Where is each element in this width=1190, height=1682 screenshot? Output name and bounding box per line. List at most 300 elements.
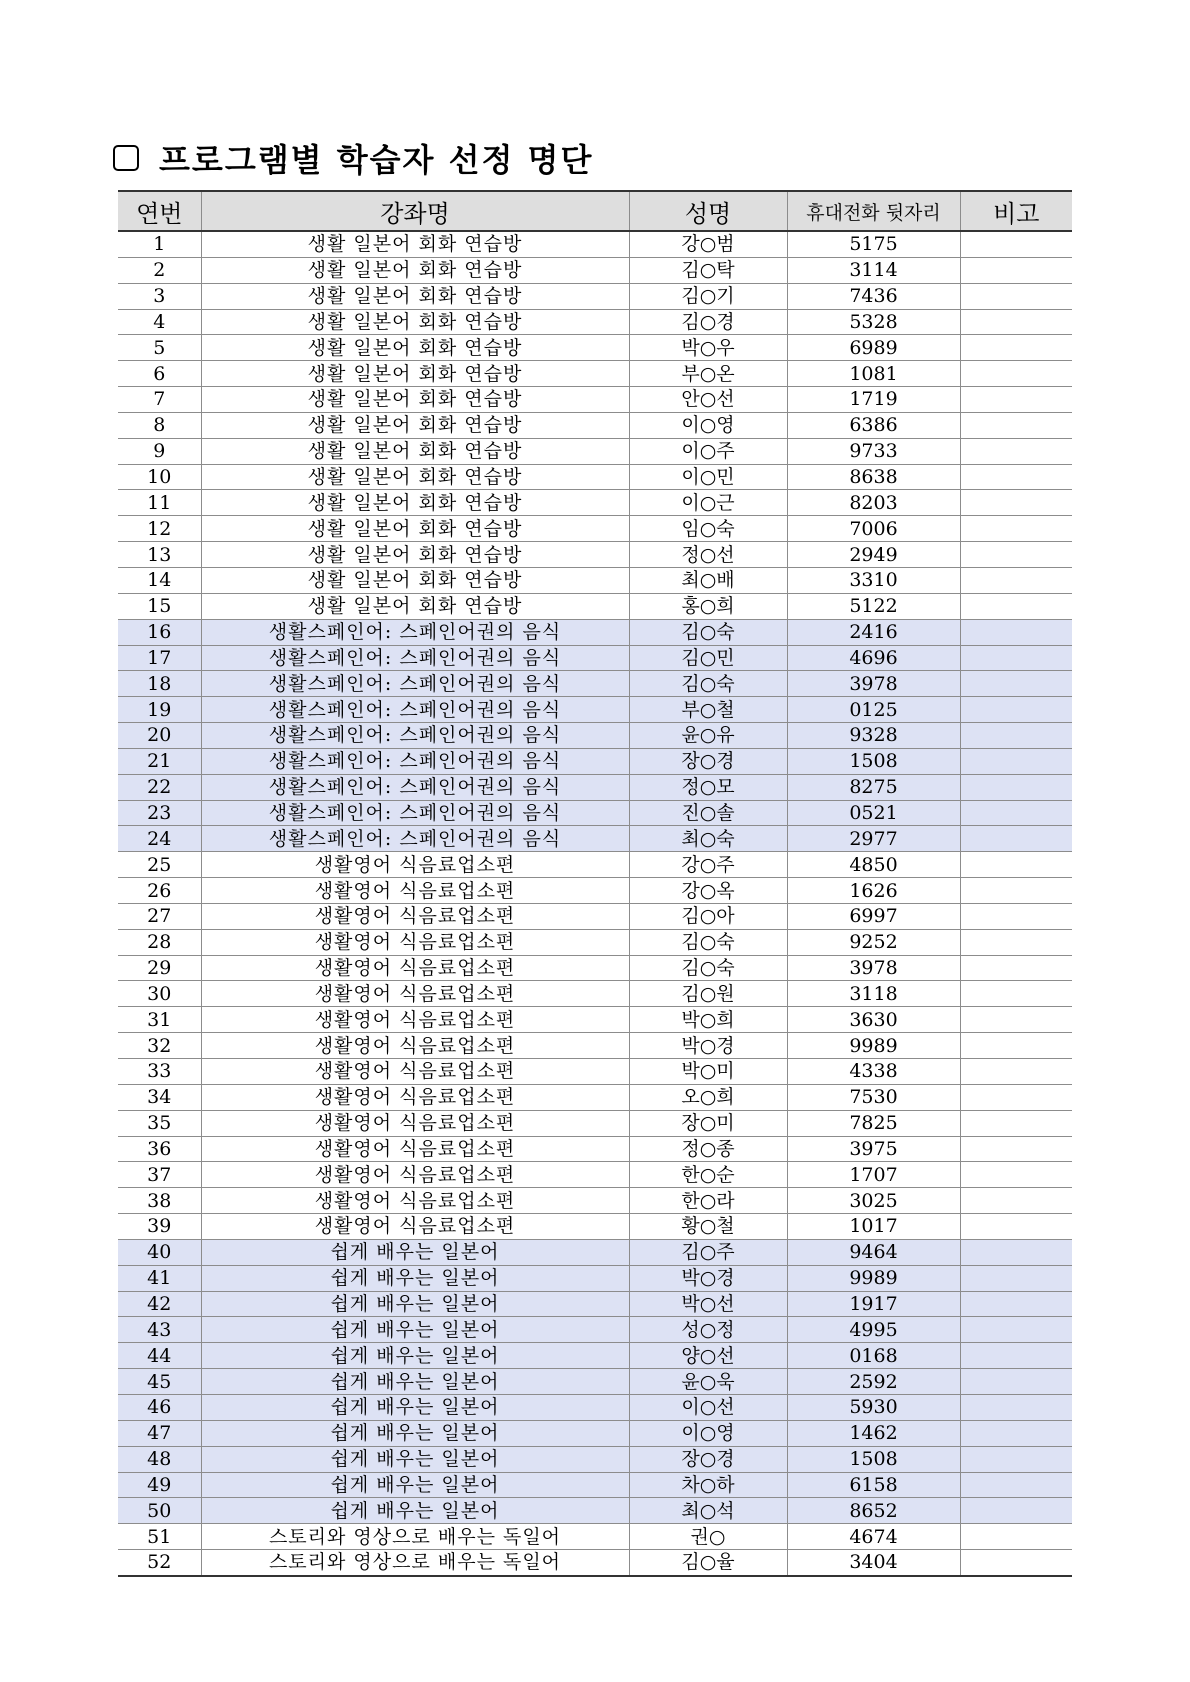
cell-phone: 9464 — [787, 1239, 960, 1265]
table-row — [118, 464, 1072, 490]
cell-lecture: 생활 일본어 회화 연습방 — [201, 309, 629, 335]
cell-phone: 5328 — [787, 309, 960, 335]
cell-name: 강○옥 — [629, 878, 787, 904]
cell-name: 박○희 — [629, 1007, 787, 1033]
table-row — [118, 1136, 1072, 1162]
cell-note — [960, 1162, 1072, 1188]
cell-phone: 3404 — [787, 1550, 960, 1576]
cell-note — [960, 438, 1072, 464]
cell-lecture: 생활영어 식음료업소편 — [201, 878, 629, 904]
cell-lecture: 생활영어 식음료업소편 — [201, 1059, 629, 1085]
cell-lecture: 생활 일본어 회화 연습방 — [201, 593, 629, 619]
cell-lecture: 생활영어 식음료업소편 — [201, 852, 629, 878]
table-row — [118, 1343, 1072, 1369]
table-row — [118, 1059, 1072, 1085]
cell-no: 4 — [118, 309, 201, 335]
cell-note — [960, 903, 1072, 929]
table-row — [118, 1110, 1072, 1136]
table-body — [118, 231, 1072, 1576]
cell-no: 1 — [118, 231, 201, 257]
cell-no: 26 — [118, 878, 201, 904]
cell-name: 강○주 — [629, 852, 787, 878]
cell-lecture: 스토리와 영상으로 배우는 독일어 — [201, 1524, 629, 1550]
cell-lecture: 생활영어 식음료업소편 — [201, 1110, 629, 1136]
cell-no: 16 — [118, 619, 201, 645]
table-row — [118, 1394, 1072, 1420]
cell-note — [960, 567, 1072, 593]
cell-phone: 3310 — [787, 567, 960, 593]
cell-name: 오○희 — [629, 1084, 787, 1110]
table-row — [118, 593, 1072, 619]
cell-name: 최○숙 — [629, 826, 787, 852]
table-row — [118, 645, 1072, 671]
cell-no: 48 — [118, 1446, 201, 1472]
cell-lecture: 생활스페인어: 스페인어권의 음식 — [201, 645, 629, 671]
cell-phone: 3978 — [787, 955, 960, 981]
header-phone: 휴대전화 뒷자리 — [787, 191, 960, 231]
cell-phone: 9328 — [787, 723, 960, 749]
cell-lecture: 쉽게 배우는 일본어 — [201, 1394, 629, 1420]
cell-no: 6 — [118, 361, 201, 387]
cell-phone: 6158 — [787, 1472, 960, 1498]
cell-no: 41 — [118, 1265, 201, 1291]
cell-name: 부○온 — [629, 361, 787, 387]
cell-note — [960, 1239, 1072, 1265]
cell-no: 13 — [118, 542, 201, 568]
cell-note — [960, 774, 1072, 800]
table-row — [118, 1188, 1072, 1214]
header-note: 비고 — [960, 191, 1072, 231]
cell-lecture: 생활스페인어: 스페인어권의 음식 — [201, 774, 629, 800]
cell-name: 최○석 — [629, 1498, 787, 1524]
cell-lecture: 쉽게 배우는 일본어 — [201, 1291, 629, 1317]
cell-note — [960, 1214, 1072, 1240]
cell-lecture: 쉽게 배우는 일본어 — [201, 1420, 629, 1446]
cell-note — [960, 852, 1072, 878]
cell-note — [960, 490, 1072, 516]
cell-lecture: 쉽게 배우는 일본어 — [201, 1317, 629, 1343]
cell-no: 46 — [118, 1394, 201, 1420]
cell-phone: 5175 — [787, 231, 960, 257]
table-row — [118, 981, 1072, 1007]
table-row — [118, 257, 1072, 283]
cell-phone: 8203 — [787, 490, 960, 516]
cell-note — [960, 1394, 1072, 1420]
cell-name: 윤○욱 — [629, 1369, 787, 1395]
cell-note — [960, 464, 1072, 490]
cell-no: 7 — [118, 387, 201, 413]
cell-lecture: 생활 일본어 회화 연습방 — [201, 412, 629, 438]
cell-name: 장○경 — [629, 748, 787, 774]
cell-lecture: 생활 일본어 회화 연습방 — [201, 464, 629, 490]
cell-note — [960, 955, 1072, 981]
cell-name: 임○숙 — [629, 516, 787, 542]
cell-lecture: 생활 일본어 회화 연습방 — [201, 490, 629, 516]
cell-name: 권○ — [629, 1524, 787, 1550]
cell-phone: 2416 — [787, 619, 960, 645]
cell-no: 37 — [118, 1162, 201, 1188]
cell-phone: 1917 — [787, 1291, 960, 1317]
table-row — [118, 1291, 1072, 1317]
cell-name: 박○경 — [629, 1265, 787, 1291]
cell-no: 42 — [118, 1291, 201, 1317]
cell-phone: 1508 — [787, 748, 960, 774]
cell-no: 45 — [118, 1369, 201, 1395]
cell-lecture: 생활스페인어: 스페인어권의 음식 — [201, 723, 629, 749]
cell-phone: 1081 — [787, 361, 960, 387]
cell-name: 홍○희 — [629, 593, 787, 619]
cell-phone: 3630 — [787, 1007, 960, 1033]
cell-no: 24 — [118, 826, 201, 852]
cell-no: 21 — [118, 748, 201, 774]
cell-lecture: 생활스페인어: 스페인어권의 음식 — [201, 671, 629, 697]
table-row — [118, 1446, 1072, 1472]
header-lecture: 강좌명 — [201, 191, 629, 231]
cell-no: 51 — [118, 1524, 201, 1550]
table-row — [118, 335, 1072, 361]
cell-lecture: 생활 일본어 회화 연습방 — [201, 567, 629, 593]
cell-name: 이○영 — [629, 1420, 787, 1446]
cell-no: 36 — [118, 1136, 201, 1162]
cell-no: 15 — [118, 593, 201, 619]
cell-note — [960, 516, 1072, 542]
cell-phone: 1626 — [787, 878, 960, 904]
table-row — [118, 361, 1072, 387]
cell-note — [960, 1136, 1072, 1162]
cell-lecture: 생활 일본어 회화 연습방 — [201, 542, 629, 568]
cell-phone: 1707 — [787, 1162, 960, 1188]
cell-phone: 8652 — [787, 1498, 960, 1524]
table-row — [118, 412, 1072, 438]
cell-name: 김○원 — [629, 981, 787, 1007]
cell-note — [960, 542, 1072, 568]
cell-phone: 7436 — [787, 283, 960, 309]
cell-no: 8 — [118, 412, 201, 438]
cell-note — [960, 1033, 1072, 1059]
table-row — [118, 309, 1072, 335]
cell-no: 43 — [118, 1317, 201, 1343]
cell-note — [960, 335, 1072, 361]
table-row — [118, 903, 1072, 929]
cell-note — [960, 1291, 1072, 1317]
cell-lecture: 생활 일본어 회화 연습방 — [201, 438, 629, 464]
cell-note — [960, 619, 1072, 645]
cell-no: 52 — [118, 1550, 201, 1576]
cell-name: 한○라 — [629, 1188, 787, 1214]
cell-note — [960, 1188, 1072, 1214]
table-row — [118, 1162, 1072, 1188]
cell-name: 김○주 — [629, 1239, 787, 1265]
table-row — [118, 800, 1072, 826]
cell-no: 20 — [118, 723, 201, 749]
cell-lecture: 생활영어 식음료업소편 — [201, 929, 629, 955]
cell-note — [960, 826, 1072, 852]
cell-phone: 3975 — [787, 1136, 960, 1162]
cell-lecture: 쉽게 배우는 일본어 — [201, 1369, 629, 1395]
cell-name: 양○선 — [629, 1343, 787, 1369]
table-row — [118, 516, 1072, 542]
cell-no: 11 — [118, 490, 201, 516]
cell-phone: 2977 — [787, 826, 960, 852]
cell-no: 29 — [118, 955, 201, 981]
table-row — [118, 387, 1072, 413]
cell-note — [960, 800, 1072, 826]
cell-name: 황○철 — [629, 1214, 787, 1240]
table-row — [118, 1317, 1072, 1343]
cell-phone: 4850 — [787, 852, 960, 878]
cell-phone: 5930 — [787, 1394, 960, 1420]
cell-note — [960, 1472, 1072, 1498]
cell-lecture: 생활스페인어: 스페인어권의 음식 — [201, 619, 629, 645]
cell-name: 정○모 — [629, 774, 787, 800]
cell-lecture: 생활 일본어 회화 연습방 — [201, 257, 629, 283]
cell-note — [960, 309, 1072, 335]
cell-phone: 9989 — [787, 1265, 960, 1291]
table-row — [118, 1524, 1072, 1550]
cell-note — [960, 593, 1072, 619]
cell-name: 이○근 — [629, 490, 787, 516]
cell-note — [960, 723, 1072, 749]
cell-lecture: 생활 일본어 회화 연습방 — [201, 361, 629, 387]
cell-name: 윤○유 — [629, 723, 787, 749]
cell-phone: 4338 — [787, 1059, 960, 1085]
cell-name: 박○미 — [629, 1059, 787, 1085]
cell-lecture: 쉽게 배우는 일본어 — [201, 1265, 629, 1291]
table-row — [118, 490, 1072, 516]
cell-lecture: 생활스페인어: 스페인어권의 음식 — [201, 748, 629, 774]
cell-name: 부○철 — [629, 697, 787, 723]
cell-phone: 9252 — [787, 929, 960, 955]
cell-note — [960, 1369, 1072, 1395]
cell-note — [960, 1059, 1072, 1085]
table-row — [118, 283, 1072, 309]
cell-note — [960, 645, 1072, 671]
header-name: 성명 — [629, 191, 787, 231]
cell-note — [960, 1084, 1072, 1110]
cell-phone: 5122 — [787, 593, 960, 619]
table-row — [118, 852, 1072, 878]
cell-name: 김○숙 — [629, 619, 787, 645]
page-title — [113, 138, 593, 178]
cell-note — [960, 283, 1072, 309]
cell-phone: 3118 — [787, 981, 960, 1007]
cell-no: 28 — [118, 929, 201, 955]
cell-phone: 7825 — [787, 1110, 960, 1136]
cell-name: 최○배 — [629, 567, 787, 593]
cell-name: 한○순 — [629, 1162, 787, 1188]
cell-phone: 0521 — [787, 800, 960, 826]
cell-lecture: 생활 일본어 회화 연습방 — [201, 231, 629, 257]
cell-name: 박○선 — [629, 1291, 787, 1317]
cell-lecture: 생활영어 식음료업소편 — [201, 1007, 629, 1033]
table-row — [118, 826, 1072, 852]
cell-no: 12 — [118, 516, 201, 542]
cell-no: 23 — [118, 800, 201, 826]
cell-note — [960, 1317, 1072, 1343]
cell-lecture: 생활스페인어: 스페인어권의 음식 — [201, 800, 629, 826]
table-row — [118, 1214, 1072, 1240]
cell-no: 3 — [118, 283, 201, 309]
cell-phone: 7530 — [787, 1084, 960, 1110]
cell-no: 30 — [118, 981, 201, 1007]
cell-phone: 6989 — [787, 335, 960, 361]
cell-note — [960, 1420, 1072, 1446]
cell-name: 이○민 — [629, 464, 787, 490]
cell-note — [960, 697, 1072, 723]
cell-name: 차○하 — [629, 1472, 787, 1498]
cell-no: 10 — [118, 464, 201, 490]
cell-name: 김○경 — [629, 309, 787, 335]
cell-no: 40 — [118, 1239, 201, 1265]
cell-lecture: 생활영어 식음료업소편 — [201, 1136, 629, 1162]
cell-no: 22 — [118, 774, 201, 800]
cell-phone: 3025 — [787, 1188, 960, 1214]
cell-name: 강○범 — [629, 231, 787, 257]
cell-no: 35 — [118, 1110, 201, 1136]
cell-no: 9 — [118, 438, 201, 464]
table-row — [118, 1472, 1072, 1498]
table-row — [118, 697, 1072, 723]
cell-lecture: 생활영어 식음료업소편 — [201, 1188, 629, 1214]
cell-no: 49 — [118, 1472, 201, 1498]
cell-name: 장○경 — [629, 1446, 787, 1472]
cell-note — [960, 671, 1072, 697]
table-row — [118, 955, 1072, 981]
table-row — [118, 1239, 1072, 1265]
cell-phone: 3114 — [787, 257, 960, 283]
cell-no: 27 — [118, 903, 201, 929]
cell-lecture: 생활영어 식음료업소편 — [201, 955, 629, 981]
cell-lecture: 생활 일본어 회화 연습방 — [201, 387, 629, 413]
cell-name: 김○아 — [629, 903, 787, 929]
cell-note — [960, 257, 1072, 283]
table-row — [118, 1420, 1072, 1446]
cell-name: 김○민 — [629, 645, 787, 671]
cell-name: 이○선 — [629, 1394, 787, 1420]
cell-lecture: 생활 일본어 회화 연습방 — [201, 283, 629, 309]
cell-name: 박○경 — [629, 1033, 787, 1059]
cell-phone: 0168 — [787, 1343, 960, 1369]
table-row — [118, 671, 1072, 697]
cell-note — [960, 387, 1072, 413]
cell-name: 안○선 — [629, 387, 787, 413]
cell-lecture: 생활영어 식음료업소편 — [201, 903, 629, 929]
table-row — [118, 231, 1072, 257]
cell-note — [960, 1265, 1072, 1291]
cell-name: 성○정 — [629, 1317, 787, 1343]
table-row — [118, 1007, 1072, 1033]
cell-note — [960, 1007, 1072, 1033]
table-row — [118, 1498, 1072, 1524]
cell-phone: 4995 — [787, 1317, 960, 1343]
cell-phone: 4674 — [787, 1524, 960, 1550]
cell-name: 김○숙 — [629, 955, 787, 981]
cell-phone: 1508 — [787, 1446, 960, 1472]
table-header-row — [118, 191, 1072, 231]
cell-phone: 8638 — [787, 464, 960, 490]
cell-lecture: 스토리와 영상으로 배우는 독일어 — [201, 1550, 629, 1576]
cell-lecture: 생활영어 식음료업소편 — [201, 1214, 629, 1240]
cell-name: 박○우 — [629, 335, 787, 361]
table-row — [118, 748, 1072, 774]
checkbox-icon — [113, 145, 139, 171]
cell-no: 25 — [118, 852, 201, 878]
cell-note — [960, 981, 1072, 1007]
cell-no: 32 — [118, 1033, 201, 1059]
cell-name: 김○숙 — [629, 671, 787, 697]
cell-name: 정○종 — [629, 1136, 787, 1162]
cell-phone: 1017 — [787, 1214, 960, 1240]
header-no: 연번 — [118, 191, 201, 231]
table-row — [118, 1084, 1072, 1110]
table-row — [118, 1369, 1072, 1395]
cell-note — [960, 1524, 1072, 1550]
cell-lecture: 쉽게 배우는 일본어 — [201, 1446, 629, 1472]
cell-note — [960, 748, 1072, 774]
cell-lecture: 생활 일본어 회화 연습방 — [201, 516, 629, 542]
table-row — [118, 542, 1072, 568]
cell-note — [960, 878, 1072, 904]
cell-no: 47 — [118, 1420, 201, 1446]
table-row — [118, 438, 1072, 464]
cell-note — [960, 1550, 1072, 1576]
cell-name: 진○솔 — [629, 800, 787, 826]
table-row — [118, 619, 1072, 645]
cell-no: 31 — [118, 1007, 201, 1033]
cell-phone: 2592 — [787, 1369, 960, 1395]
cell-lecture: 생활스페인어: 스페인어권의 음식 — [201, 697, 629, 723]
cell-no: 18 — [118, 671, 201, 697]
cell-lecture: 쉽게 배우는 일본어 — [201, 1343, 629, 1369]
cell-phone: 3978 — [787, 671, 960, 697]
cell-no: 50 — [118, 1498, 201, 1524]
cell-lecture: 생활스페인어: 스페인어권의 음식 — [201, 826, 629, 852]
cell-no: 38 — [118, 1188, 201, 1214]
table-row — [118, 878, 1072, 904]
cell-name: 김○율 — [629, 1550, 787, 1576]
cell-note — [960, 412, 1072, 438]
cell-lecture: 생활영어 식음료업소편 — [201, 981, 629, 1007]
cell-note — [960, 231, 1072, 257]
cell-phone: 1719 — [787, 387, 960, 413]
cell-lecture: 생활 일본어 회화 연습방 — [201, 335, 629, 361]
cell-phone: 0125 — [787, 697, 960, 723]
cell-name: 이○영 — [629, 412, 787, 438]
cell-name: 김○숙 — [629, 929, 787, 955]
cell-lecture: 생활영어 식음료업소편 — [201, 1084, 629, 1110]
title-text: 프로그램별 학습자 선정 명단 — [159, 141, 594, 179]
cell-note — [960, 361, 1072, 387]
cell-note — [960, 1498, 1072, 1524]
cell-note — [960, 1446, 1072, 1472]
learner-table — [118, 190, 1072, 1577]
cell-no: 19 — [118, 697, 201, 723]
cell-phone: 1462 — [787, 1420, 960, 1446]
table-row — [118, 1033, 1072, 1059]
cell-note — [960, 929, 1072, 955]
table-row — [118, 774, 1072, 800]
cell-no: 34 — [118, 1084, 201, 1110]
cell-phone: 9989 — [787, 1033, 960, 1059]
cell-lecture: 생활영어 식음료업소편 — [201, 1162, 629, 1188]
cell-note — [960, 1343, 1072, 1369]
cell-phone: 6386 — [787, 412, 960, 438]
cell-phone: 4696 — [787, 645, 960, 671]
cell-no: 17 — [118, 645, 201, 671]
cell-no: 33 — [118, 1059, 201, 1085]
cell-phone: 7006 — [787, 516, 960, 542]
table-row — [118, 723, 1072, 749]
